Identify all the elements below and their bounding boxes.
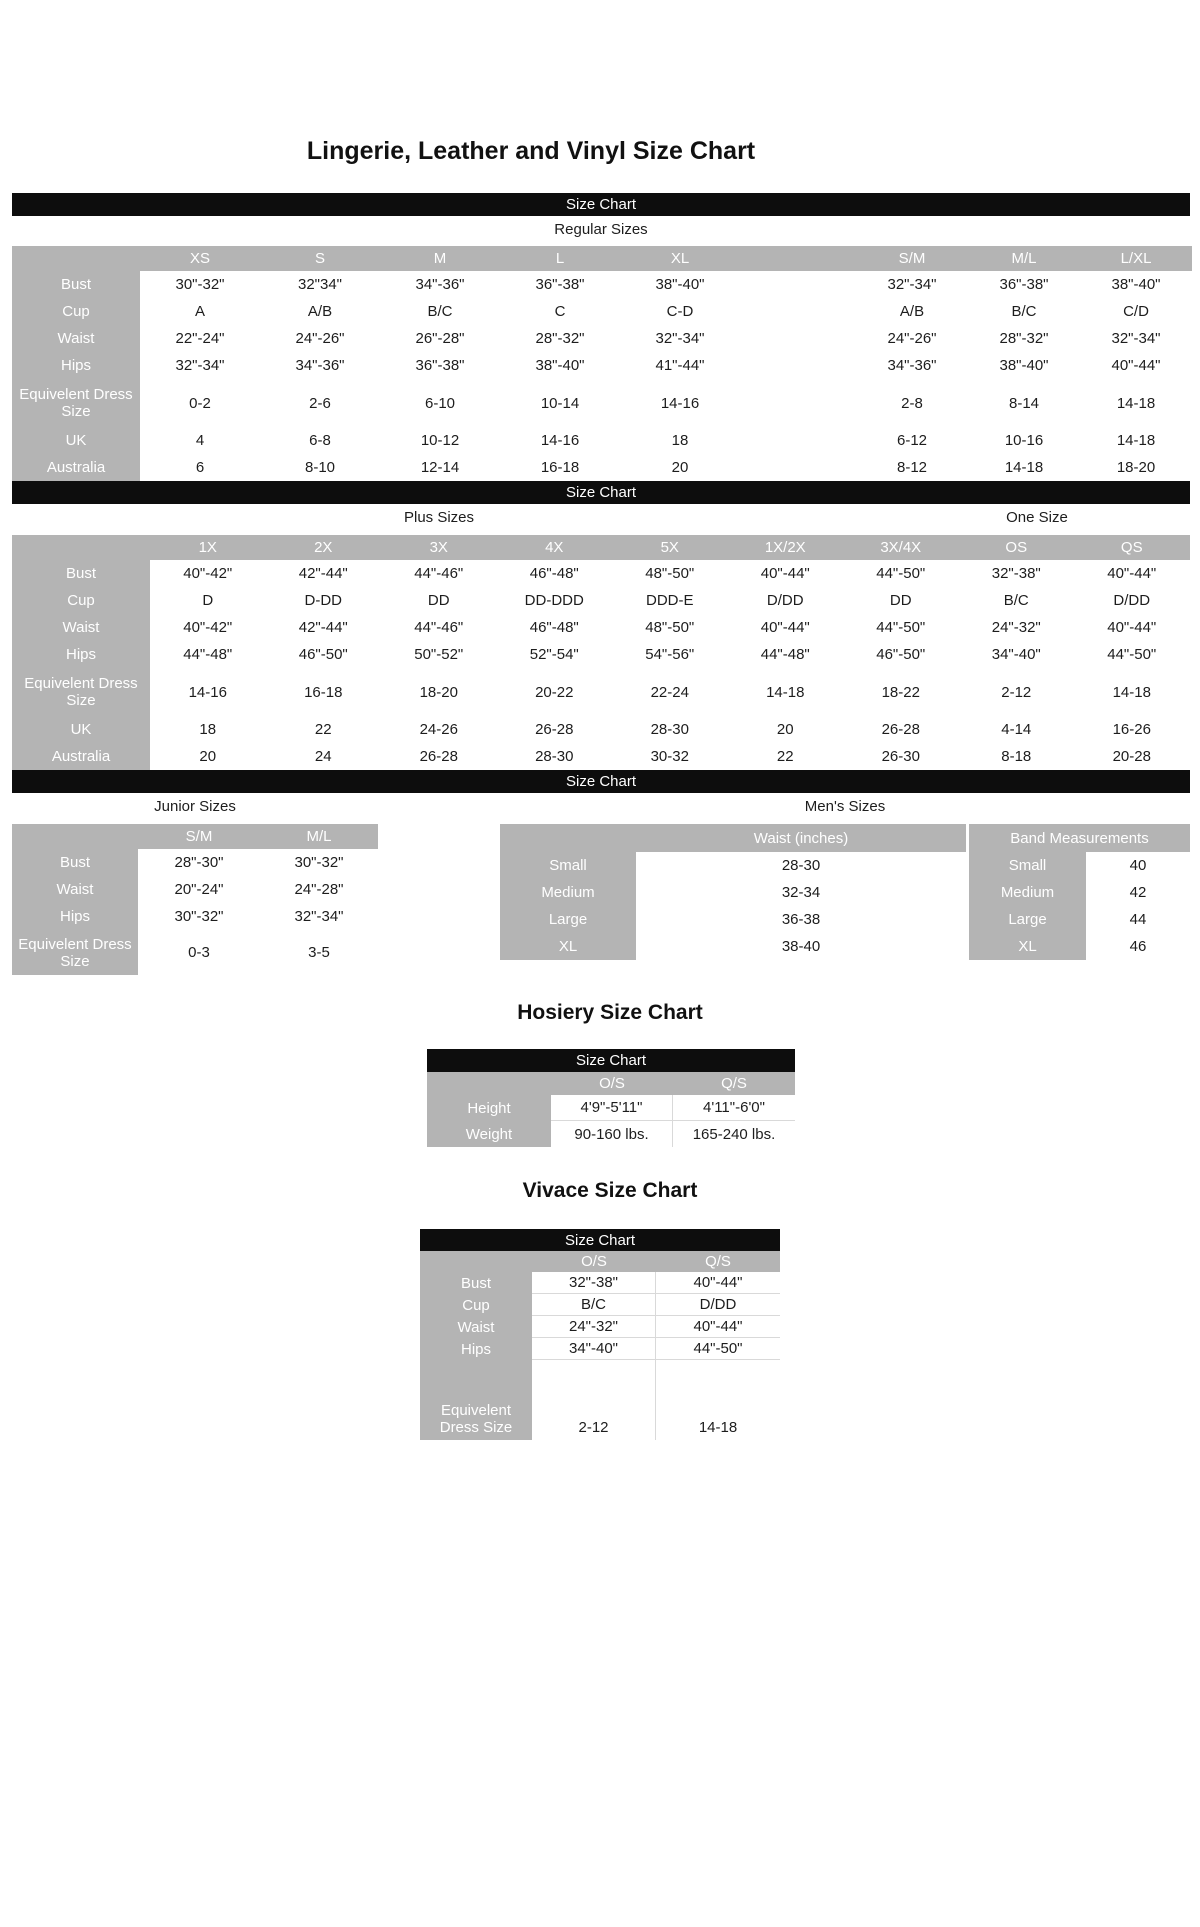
waist-value-cell: 28-30: [636, 852, 966, 879]
value-cell: D/DD: [728, 587, 844, 614]
value-cell: 28"-32": [968, 325, 1080, 352]
column-header-cell: L/XL: [1080, 246, 1192, 271]
column-header-cell: QS: [1074, 535, 1190, 560]
value-cell: 40"-44": [656, 1316, 780, 1338]
row-label-cell: [420, 1360, 532, 1393]
band-value-cell: 42: [1086, 879, 1190, 906]
column-header-cell: Q/S: [656, 1251, 780, 1272]
value-cell: D/DD: [656, 1294, 780, 1316]
table-row: [12, 614, 1190, 641]
header-row: [500, 824, 1190, 852]
row-label-cell: Weight: [427, 1121, 551, 1147]
value-cell: 18-20: [381, 668, 497, 716]
row-label-cell: Height: [427, 1095, 551, 1121]
value-cell: A: [140, 298, 260, 325]
row-label-cell: Waist: [12, 325, 140, 352]
table-row: [12, 298, 1190, 325]
regular-sizes-table: [12, 246, 1190, 481]
value-cell: DD: [843, 587, 959, 614]
gap-cell: [740, 454, 856, 481]
column-header-cell: O/S: [532, 1251, 656, 1272]
value-cell: 44"-46": [381, 560, 497, 587]
value-cell: 8-10: [260, 454, 380, 481]
value-cell: 36"-38": [500, 271, 620, 298]
value-cell: 14-18: [728, 668, 844, 716]
header-row: [427, 1072, 795, 1095]
header-row: [420, 1251, 780, 1272]
value-cell: 14-16: [150, 668, 266, 716]
value-cell: 90-160 lbs.: [551, 1121, 673, 1147]
band-value-cell: 46: [1086, 933, 1190, 960]
value-cell: 32"-34": [856, 271, 968, 298]
value-cell: 46"-50": [843, 641, 959, 668]
table-row: [427, 1121, 795, 1147]
vivace-title: Vivace Size Chart: [522, 1179, 698, 1202]
value-cell: 36"-38": [968, 271, 1080, 298]
value-cell: B/C: [968, 298, 1080, 325]
column-header-cell: O/S: [551, 1072, 673, 1095]
value-cell: 32"-38": [959, 560, 1075, 587]
row-label-cell: UK: [12, 427, 140, 454]
column-header-cell: S/M: [856, 246, 968, 271]
column-header-cell: Q/S: [673, 1072, 795, 1095]
plus-onesize-label-row: [12, 504, 1190, 531]
value-cell: 2-8: [856, 379, 968, 427]
row-label-cell: Hips: [12, 903, 138, 930]
value-cell: 28-30: [612, 716, 728, 743]
row-label-cell: Australia: [12, 743, 150, 770]
gap-cell: [740, 325, 856, 352]
value-cell: 34"-40": [959, 641, 1075, 668]
corner-cell: [12, 246, 140, 271]
table-row: [12, 271, 1190, 298]
value-cell: 4: [140, 427, 260, 454]
value-cell: 44"-46": [381, 614, 497, 641]
row-label-cell: Australia: [12, 454, 140, 481]
value-cell: 34"-36": [856, 352, 968, 379]
value-cell: 28"-32": [500, 325, 620, 352]
size-label-cell: Large: [500, 906, 636, 933]
value-cell: 6-8: [260, 427, 380, 454]
value-cell: C-D: [620, 298, 740, 325]
value-cell: A/B: [856, 298, 968, 325]
value-cell: 24: [266, 743, 382, 770]
value-cell: 40"-44": [728, 614, 844, 641]
value-cell: 24"-32": [532, 1316, 656, 1338]
column-header-cell: M/L: [260, 824, 378, 849]
value-cell: 44"-48": [728, 641, 844, 668]
value-cell: 38"-40": [500, 352, 620, 379]
size-label-cell: Medium: [500, 879, 636, 906]
value-cell: 24-26: [381, 716, 497, 743]
value-cell: 16-18: [266, 668, 382, 716]
row-label-cell: Waist: [12, 876, 138, 903]
value-cell: 30"-32": [260, 849, 378, 876]
mens-sizes-label: Men's Sizes: [804, 798, 886, 815]
row-label-cell: Bust: [12, 271, 140, 298]
value-cell: 32"-34": [1080, 325, 1192, 352]
table-row: [420, 1272, 780, 1294]
table-row: [420, 1294, 780, 1316]
value-cell: 22-24: [612, 668, 728, 716]
value-cell: 40"-44": [1074, 614, 1190, 641]
value-cell: 14-18: [968, 454, 1080, 481]
header-row: [12, 535, 1190, 560]
band-label-cell: Small: [966, 852, 1086, 879]
value-cell: 20: [150, 743, 266, 770]
value-cell: 12-14: [380, 454, 500, 481]
value-cell: 16-18: [500, 454, 620, 481]
value-cell: 40"-44": [728, 560, 844, 587]
corner-cell: [427, 1072, 551, 1095]
value-cell: 40"-42": [150, 560, 266, 587]
row-label-cell: Cup: [12, 587, 150, 614]
table-row: [12, 668, 1190, 716]
column-header-cell: 4X: [497, 535, 613, 560]
plus-sizes-label: Plus Sizes: [403, 509, 475, 526]
value-cell: 54"-56": [612, 641, 728, 668]
waist-value-cell: 38-40: [636, 933, 966, 960]
gap-cell: [740, 379, 856, 427]
column-header-cell: 2X: [266, 535, 382, 560]
value-cell: 26-28: [497, 716, 613, 743]
value-cell: 20-22: [497, 668, 613, 716]
value-cell: 4'11"-6'0": [673, 1095, 795, 1121]
value-cell: 8-18: [959, 743, 1075, 770]
column-header-cell: XS: [140, 246, 260, 271]
value-cell: 44"-48": [150, 641, 266, 668]
column-header-cell: 1X: [150, 535, 266, 560]
value-cell: DDD-E: [612, 587, 728, 614]
table-row: [500, 933, 1190, 960]
value-cell: 22: [728, 743, 844, 770]
corner-cell: [12, 535, 150, 560]
size-chart-bar-bottom: Size Chart: [12, 770, 1190, 793]
waist-header-cell: Waist (inches): [636, 824, 966, 852]
value-cell: 46"-48": [497, 560, 613, 587]
band-value-cell: 44: [1086, 906, 1190, 933]
value-cell: 22"-24": [140, 325, 260, 352]
size-chart-bar-regular: Size Chart: [12, 193, 1190, 216]
row-label-cell: Equivelent Dress Size: [12, 379, 140, 427]
column-header-cell: M: [380, 246, 500, 271]
value-cell: 24"-26": [856, 325, 968, 352]
value-cell: 165-240 lbs.: [673, 1121, 795, 1147]
value-cell: 44"-50": [656, 1338, 780, 1360]
table-row: [12, 876, 378, 903]
value-cell: 3-5: [260, 930, 378, 975]
band-label-cell: Large: [966, 906, 1086, 933]
table-row: [12, 379, 1190, 427]
value-cell: 18: [620, 427, 740, 454]
value-cell: 32"-34": [140, 352, 260, 379]
value-cell: 26"-28": [380, 325, 500, 352]
value-cell: 28"-30": [138, 849, 260, 876]
table-row: [12, 849, 378, 876]
row-label-cell: Cup: [12, 298, 140, 325]
value-cell: 14-16: [620, 379, 740, 427]
row-label-cell: Hips: [420, 1338, 532, 1360]
value-cell: 30"-32": [140, 271, 260, 298]
value-cell: 34"-36": [380, 271, 500, 298]
column-header-cell: 1X/2X: [728, 535, 844, 560]
value-cell: DD: [381, 587, 497, 614]
value-cell: 20"-24": [138, 876, 260, 903]
value-cell: 32"-34": [620, 325, 740, 352]
value-cell: 2-6: [260, 379, 380, 427]
row-label-cell: UK: [12, 716, 150, 743]
table-spacer: [378, 824, 500, 975]
column-header-cell: 5X: [612, 535, 728, 560]
waist-value-cell: 32-34: [636, 879, 966, 906]
size-label-cell: Small: [500, 852, 636, 879]
table-row: [500, 906, 1190, 933]
value-cell: 20: [620, 454, 740, 481]
value-cell: D: [150, 587, 266, 614]
mens-sizes-table: [500, 824, 1190, 975]
junior-sizes-label: Junior Sizes: [154, 798, 236, 815]
regular-sizes-label: Regular Sizes: [554, 220, 648, 238]
table-row: [12, 352, 1190, 379]
column-header-cell: S/M: [138, 824, 260, 849]
value-cell: 6: [140, 454, 260, 481]
value-cell: 18-20: [1080, 454, 1192, 481]
value-cell: 46"-50": [266, 641, 382, 668]
column-header-cell: L: [500, 246, 620, 271]
table-row: [12, 743, 1190, 770]
value-cell: A/B: [260, 298, 380, 325]
value-cell: 32"34": [260, 271, 380, 298]
value-cell: C: [500, 298, 620, 325]
hosiery-size-chart: [427, 1049, 795, 1147]
size-chart-bar-hosiery: Size Chart: [427, 1049, 795, 1072]
table-row: [420, 1338, 780, 1360]
gap-cell: [656, 1360, 780, 1393]
value-cell: 40"-44": [1080, 352, 1192, 379]
table-row: [500, 879, 1190, 906]
value-cell: 4-14: [959, 716, 1075, 743]
value-cell: C/D: [1080, 298, 1192, 325]
table-row: [420, 1316, 780, 1338]
value-cell: 41"-44": [620, 352, 740, 379]
value-cell: 36"-38": [380, 352, 500, 379]
column-header-cell: S: [260, 246, 380, 271]
value-cell: 38"-40": [968, 352, 1080, 379]
value-cell: 20-28: [1074, 743, 1190, 770]
value-cell: 40"-42": [150, 614, 266, 641]
value-cell: 14-16: [500, 427, 620, 454]
row-label-cell: Equivelent Dress Size: [12, 668, 150, 716]
value-cell: 24"-28": [260, 876, 378, 903]
plus-sizes-table: [12, 535, 1190, 770]
row-label-cell: Hips: [12, 352, 140, 379]
value-cell: 18-22: [843, 668, 959, 716]
value-cell: 26-28: [843, 716, 959, 743]
value-cell: 16-26: [1074, 716, 1190, 743]
band-header-cell: Band Measurements: [966, 824, 1190, 852]
header-row: [12, 824, 378, 849]
row-label-cell: Equivelent Dress Size: [420, 1393, 532, 1440]
page-title: Lingerie, Leather and Vinyl Size Chart: [306, 137, 756, 165]
lingerie-size-chart: [12, 193, 1190, 975]
junior-mens-label-row: [12, 793, 1190, 820]
row-label-cell: Equivelent Dress Size: [12, 930, 138, 975]
value-cell: 10-12: [380, 427, 500, 454]
hosiery-title: Hosiery Size Chart: [517, 1001, 703, 1024]
value-cell: 38"-40": [1080, 271, 1192, 298]
vivace-table: [420, 1251, 780, 1440]
size-chart-bar-vivace: Size Chart: [420, 1229, 780, 1251]
table-row: [12, 930, 378, 975]
column-header-cell: OS: [959, 535, 1075, 560]
table-row: [12, 587, 1190, 614]
value-cell: 46"-48": [497, 614, 613, 641]
value-cell: 52"-54": [497, 641, 613, 668]
table-row: [427, 1095, 795, 1121]
value-cell: 48"-50": [612, 614, 728, 641]
value-cell: 40"-44": [1074, 560, 1190, 587]
value-cell: 44"-50": [1074, 641, 1190, 668]
row-label-cell: Bust: [12, 560, 150, 587]
column-header-cell: 3X/4X: [843, 535, 959, 560]
waist-value-cell: 36-38: [636, 906, 966, 933]
row-label-cell: Waist: [420, 1316, 532, 1338]
vivace-size-chart: [420, 1229, 780, 1440]
table-row: [12, 641, 1190, 668]
row-label-cell: Hips: [12, 641, 150, 668]
value-cell: 30-32: [612, 743, 728, 770]
value-cell: 34"-40": [532, 1338, 656, 1360]
value-cell: 2-12: [532, 1393, 656, 1440]
value-cell: 50"-52": [381, 641, 497, 668]
value-cell: 4'9"-5'11": [551, 1095, 673, 1121]
row-label-cell: Cup: [420, 1294, 532, 1316]
band-label-cell: XL: [966, 933, 1086, 960]
gap-cell: [740, 298, 856, 325]
gap-cell: [740, 352, 856, 379]
value-cell: D-DD: [266, 587, 382, 614]
value-cell: 44"-50": [843, 614, 959, 641]
value-cell: B/C: [532, 1294, 656, 1316]
value-cell: D/DD: [1074, 587, 1190, 614]
value-cell: B/C: [959, 587, 1075, 614]
corner-cell: [420, 1251, 532, 1272]
column-header-cell: M/L: [968, 246, 1080, 271]
column-header-cell: XL: [620, 246, 740, 271]
value-cell: 8-12: [856, 454, 968, 481]
value-cell: B/C: [380, 298, 500, 325]
gap-cell: [740, 271, 856, 298]
table-row: [12, 560, 1190, 587]
junior-sizes-table: [12, 824, 378, 975]
value-cell: 42"-44": [266, 560, 382, 587]
value-cell: 24"-32": [959, 614, 1075, 641]
gap-cell: [532, 1360, 656, 1393]
value-cell: 6-12: [856, 427, 968, 454]
table-row: [12, 427, 1190, 454]
value-cell: 8-14: [968, 379, 1080, 427]
value-cell: 14-18: [1080, 427, 1192, 454]
value-cell: 26-30: [843, 743, 959, 770]
size-chart-bar-plus: Size Chart: [12, 481, 1190, 504]
hosiery-table: [427, 1072, 795, 1147]
table-row: [12, 454, 1190, 481]
corner-cell: [12, 824, 138, 849]
column-header-cell: 3X: [381, 535, 497, 560]
band-value-cell: 40: [1086, 852, 1190, 879]
band-label-cell: Medium: [966, 879, 1086, 906]
row-label-cell: Waist: [12, 614, 150, 641]
value-cell: 30"-32": [138, 903, 260, 930]
value-cell: 6-10: [380, 379, 500, 427]
value-cell: 48"-50": [612, 560, 728, 587]
value-cell: 24"-26": [260, 325, 380, 352]
value-cell: 14-18: [1074, 668, 1190, 716]
value-cell: 42"-44": [266, 614, 382, 641]
table-row: [12, 325, 1190, 352]
header-row: [12, 246, 1190, 271]
spacer-row: [420, 1360, 780, 1393]
gap-header-cell: [740, 246, 856, 271]
junior-mens-tables: [12, 824, 1190, 975]
value-cell: 32"-38": [532, 1272, 656, 1294]
value-cell: 32"-34": [260, 903, 378, 930]
table-row: [12, 716, 1190, 743]
value-cell: 14-18: [656, 1393, 780, 1440]
size-label-cell: XL: [500, 933, 636, 960]
value-cell: 22: [266, 716, 382, 743]
value-cell: 2-12: [959, 668, 1075, 716]
value-cell: 26-28: [381, 743, 497, 770]
value-cell: 0-2: [140, 379, 260, 427]
row-label-cell: Bust: [420, 1272, 532, 1294]
table-row: [420, 1393, 780, 1440]
value-cell: 40"-44": [656, 1272, 780, 1294]
value-cell: 18: [150, 716, 266, 743]
row-label-cell: Bust: [12, 849, 138, 876]
value-cell: 44"-50": [843, 560, 959, 587]
table-row: [12, 903, 378, 930]
gap-cell: [740, 427, 856, 454]
value-cell: 20: [728, 716, 844, 743]
value-cell: 28-30: [497, 743, 613, 770]
value-cell: 14-18: [1080, 379, 1192, 427]
value-cell: 0-3: [138, 930, 260, 975]
table-row: [500, 852, 1190, 879]
value-cell: 38"-40": [620, 271, 740, 298]
value-cell: 10-14: [500, 379, 620, 427]
corner-cell: [500, 824, 636, 852]
value-cell: 10-16: [968, 427, 1080, 454]
value-cell: DD-DDD: [497, 587, 613, 614]
one-size-label: One Size: [1006, 509, 1068, 526]
value-cell: 34"-36": [260, 352, 380, 379]
